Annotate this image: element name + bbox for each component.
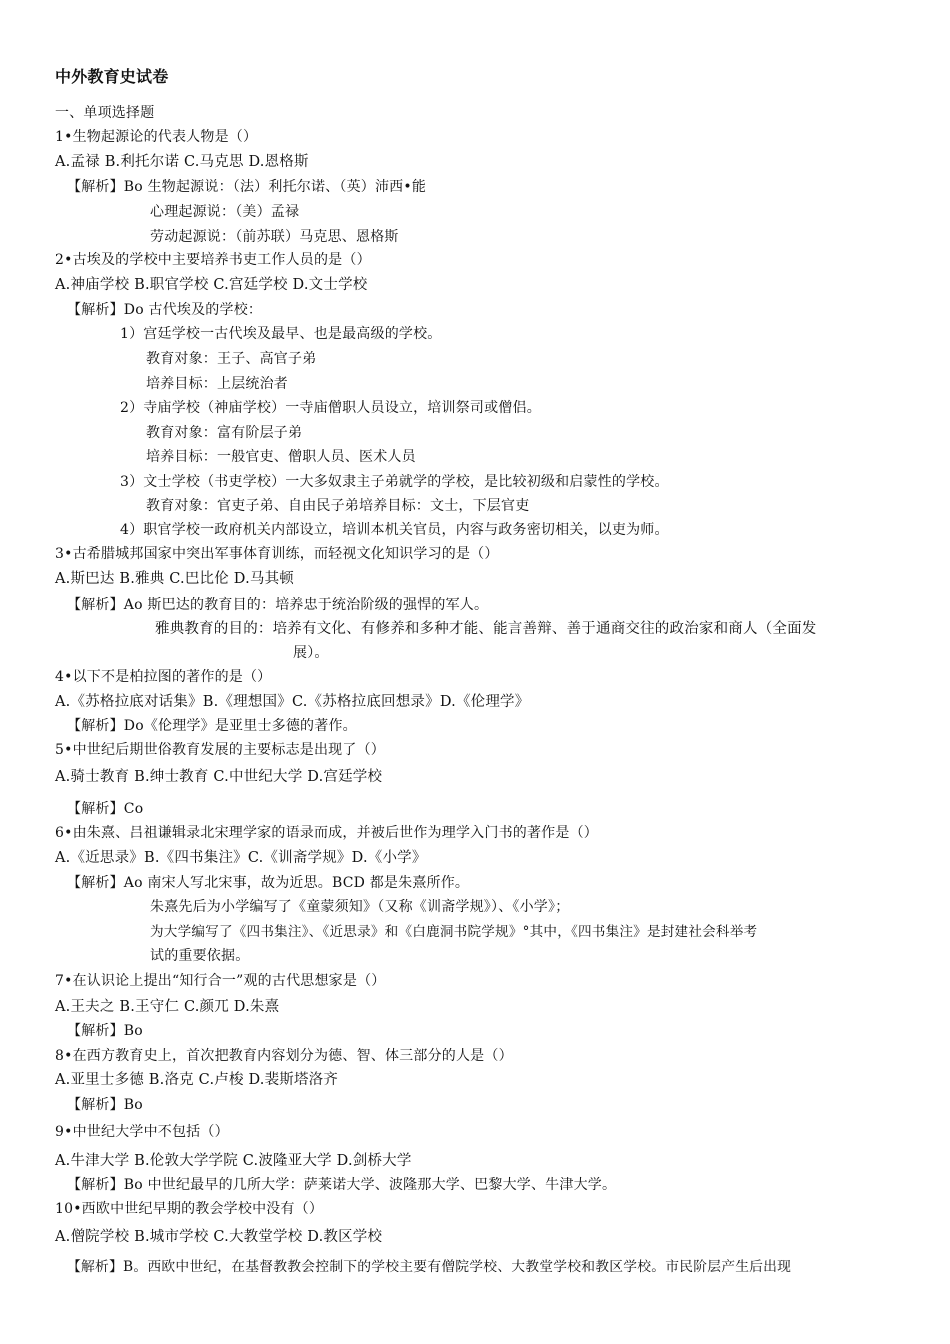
question-9-stem: 9•中世纪大学中不包括（） (55, 1124, 229, 1140)
question-2-note: 教育对象：王子、高官子弟 (146, 351, 317, 367)
question-7-analysis: 【解析】Bo (67, 1023, 143, 1039)
question-4-stem: 4•以下不是柏拉图的著作的是（） (55, 669, 272, 685)
question-10-analysis: 【解析】B。西欧中世纪，在基督教教会控制下的学校主要有僧院学校、大教堂学校和教区学校。市民阶层产生后出现 (67, 1259, 792, 1275)
question-7-stem: 7•在认识论上提出“知行合一”观的古代思想家是（） (55, 973, 386, 989)
question-6-note: 为大学编写了《四书集注》、《近思录》和《白鹿洞书院学规》°其中，《四书集注》是封建社会科举考 (150, 924, 758, 940)
question-9-analysis: 【解析】Bo 中世纪最早的几所大学：萨莱诺大学、波隆那大学、巴黎大学、牛津大学。 (67, 1177, 617, 1193)
question-7-options: A.王夫之 B.王守仁 C.颜兀 D.朱熹 (55, 999, 280, 1015)
question-3-stem: 3•古希腊城邦国家中突出军事体育训练，而轻视文化知识学习的是（） (55, 546, 499, 562)
question-5-stem: 5•中世纪后期世俗教育发展的主要标志是出现了（） (55, 742, 385, 758)
question-10-options: A.僧院学校 B.城市学校 C.大教堂学校 D.教区学校 (55, 1229, 383, 1245)
question-3-note: 雅典教育的目的：培养有文化、有修养和多种才能、能言善辩、善于通商交往的政治家和商人（全面发 (155, 621, 817, 637)
question-8-stem: 8•在西方教育史上，首次把教育内容划分为德、智、体三部分的人是（） (55, 1048, 513, 1064)
question-1-stem: 1•生物起源论的代表人物是（） (55, 129, 258, 145)
question-5-analysis: 【解析】Co (67, 801, 144, 817)
question-2-note: 1）宫廷学校一古代埃及最早、也是最高级的学校。 (120, 326, 442, 342)
page-title: 中外教育史试卷 (55, 67, 169, 86)
question-2-note: 3）文士学校（书吏学校）一大多奴隶主子弟就学的学校，是比较初级和启蒙性的学校。 (120, 474, 669, 490)
question-5-options: A.骑士教育 B.绅士教育 C.中世纪大学 D.宫廷学校 (55, 769, 383, 785)
question-2-analysis: 【解析】Do 古代埃及的学校： (67, 302, 263, 318)
question-8-options: A.亚里士多德 B.洛克 C.卢梭 D.裴斯塔洛齐 (55, 1072, 339, 1088)
question-4-options: A.《苏格拉底对话集》B.《理想国》C.《苏格拉底回想录》D.《伦理学》 (55, 694, 530, 710)
question-10-stem: 10•西欧中世纪早期的教会学校中没有（） (55, 1201, 324, 1217)
question-2-note: 4）职官学校一政府机关内部设立，培训本机关官员，内容与政务密切相关，以吏为师。 (120, 522, 669, 538)
question-4-analysis: 【解析】Do《伦理学》是亚里士多德的著作。 (67, 718, 357, 734)
question-9-options: A.牛津大学 B.伦敦大学学院 C.波隆亚大学 D.剑桥大学 (55, 1153, 412, 1169)
question-6-analysis: 【解析】Ao 南宋人写北宋事，故为近思。BCD 都是朱熹所作。 (67, 875, 470, 891)
question-3-analysis: 【解析】Ao 斯巴达的教育目的：培养忠于统治阶级的强悍的军人。 (67, 597, 489, 613)
question-6-note: 朱熹先后为小学编写了《童蒙须知》（又称《训斋学规》）、《小学》； (150, 899, 570, 915)
question-8-analysis: 【解析】Bo (67, 1097, 143, 1113)
question-1-note: 心理起源说：（美）孟禄 (150, 204, 300, 220)
question-1-note: 劳动起源说：（前苏联）马克思、恩格斯 (150, 229, 399, 245)
question-2-note: 2）寺庙学校（神庙学校）一寺庙僧职人员设立，培训祭司或僧侣。 (120, 400, 541, 416)
question-1-analysis: 【解析】Bo 生物起源说：（法）利托尔诺、（英）沛西•能 (67, 179, 427, 195)
question-1-options: A.孟禄 B.利托尔诺 C.马克思 D.恩格斯 (55, 154, 309, 170)
question-2-note: 培养目标：一般官吏、僧职人员、医术人员 (146, 449, 416, 465)
question-6-note: 试的重要依据。 (150, 948, 250, 964)
question-3-note: 展）。 (293, 645, 329, 661)
question-3-options: A.斯巴达 B.雅典 C.巴比伦 D.马其顿 (55, 571, 294, 587)
question-2-note: 教育对象：官吏子弟、自由民子弟培养目标：文士，下层官吏 (146, 498, 530, 514)
section-heading: 一、单项选择题 (55, 105, 155, 121)
question-2-note: 教育对象：富有阶层子弟 (146, 425, 303, 441)
question-2-options: A.神庙学校 B.职官学校 C.宫廷学校 D.文士学校 (55, 277, 368, 293)
question-6-options: A.《近思录》B.《四书集注》C.《训斋学规》D.《小学》 (55, 850, 427, 866)
question-6-stem: 6•由朱熹、吕祖谦辑录北宋理学家的语录而成，并被后世作为理学入门书的著作是（） (55, 825, 598, 841)
question-2-note: 培养目标：上层统治者 (146, 376, 288, 392)
question-2-stem: 2•古埃及的学校中主要培养书吏工作人员的是（） (55, 252, 371, 268)
